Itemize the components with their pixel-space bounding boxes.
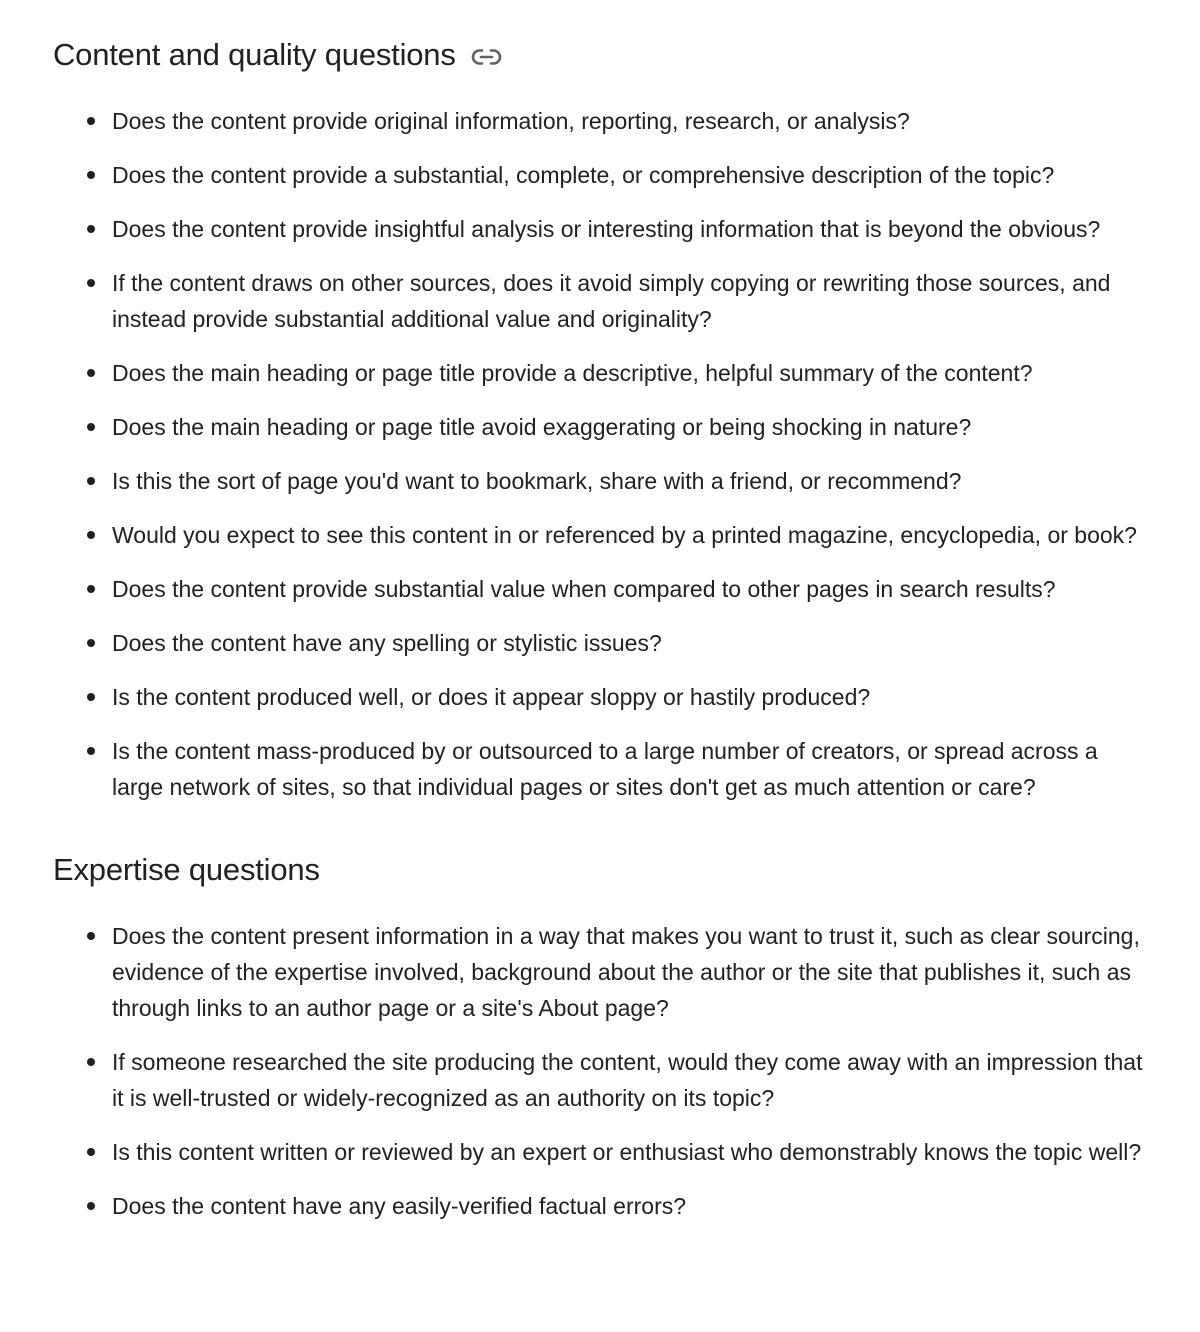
list-item: Does the content provide insightful analysis or interesting information that is beyond the obvious? <box>53 211 1200 247</box>
section-content-quality <box>53 36 1200 805</box>
section-expertise <box>53 851 1200 1224</box>
list-item: Is the content mass-produced by or outsourced to a large number of creators, or spread across a large network of sites, so that individual pages or sites don't get as much attention or care? <box>53 733 1200 805</box>
list-item: Does the content provide substantial value when compared to other pages in search results? <box>53 571 1200 607</box>
list-item: Is this the sort of page you'd want to bookmark, share with a friend, or recommend? <box>53 463 1200 499</box>
list-item: Does the content present information in a way that makes you want to trust it, such as clear sourcing, evidence of the expertise involved, background about the author or the site that publishes it, such as through links to an author page or a site's About page? <box>53 918 1200 1026</box>
link-icon[interactable] <box>471 47 503 67</box>
list-item: Does the content have any easily-verified factual errors? <box>53 1188 1200 1224</box>
question-list-expertise <box>53 918 1200 1224</box>
section-heading-text: Expertise questions <box>53 852 320 887</box>
list-item: Is this content written or reviewed by an expert or enthusiast who demonstrably knows the topic well? <box>53 1134 1200 1170</box>
list-item: Is the content produced well, or does it appear sloppy or hastily produced? <box>53 679 1200 715</box>
list-item: Does the main heading or page title avoid exaggerating or being shocking in nature? <box>53 409 1200 445</box>
question-list-content-quality <box>53 103 1200 805</box>
list-item: Would you expect to see this content in or referenced by a printed magazine, encyclopedia, or book? <box>53 517 1200 553</box>
list-item: If the content draws on other sources, does it avoid simply copying or rewriting those sources, and instead provide substantial additional value and originality? <box>53 265 1200 337</box>
list-item: Does the main heading or page title provide a descriptive, helpful summary of the content? <box>53 355 1200 391</box>
list-item: Does the content have any spelling or stylistic issues? <box>53 625 1200 661</box>
section-heading-content-quality <box>53 36 1200 74</box>
list-item: If someone researched the site producing the content, would they come away with an impression that it is well-trusted or widely-recognized as an authority on its topic? <box>53 1044 1200 1116</box>
list-item: Does the content provide a substantial, complete, or comprehensive description of the topic? <box>53 157 1200 193</box>
list-item: Does the content provide original information, reporting, research, or analysis? <box>53 103 1200 139</box>
section-heading-expertise <box>53 851 1200 889</box>
section-heading-text: Content and quality questions <box>53 37 456 72</box>
